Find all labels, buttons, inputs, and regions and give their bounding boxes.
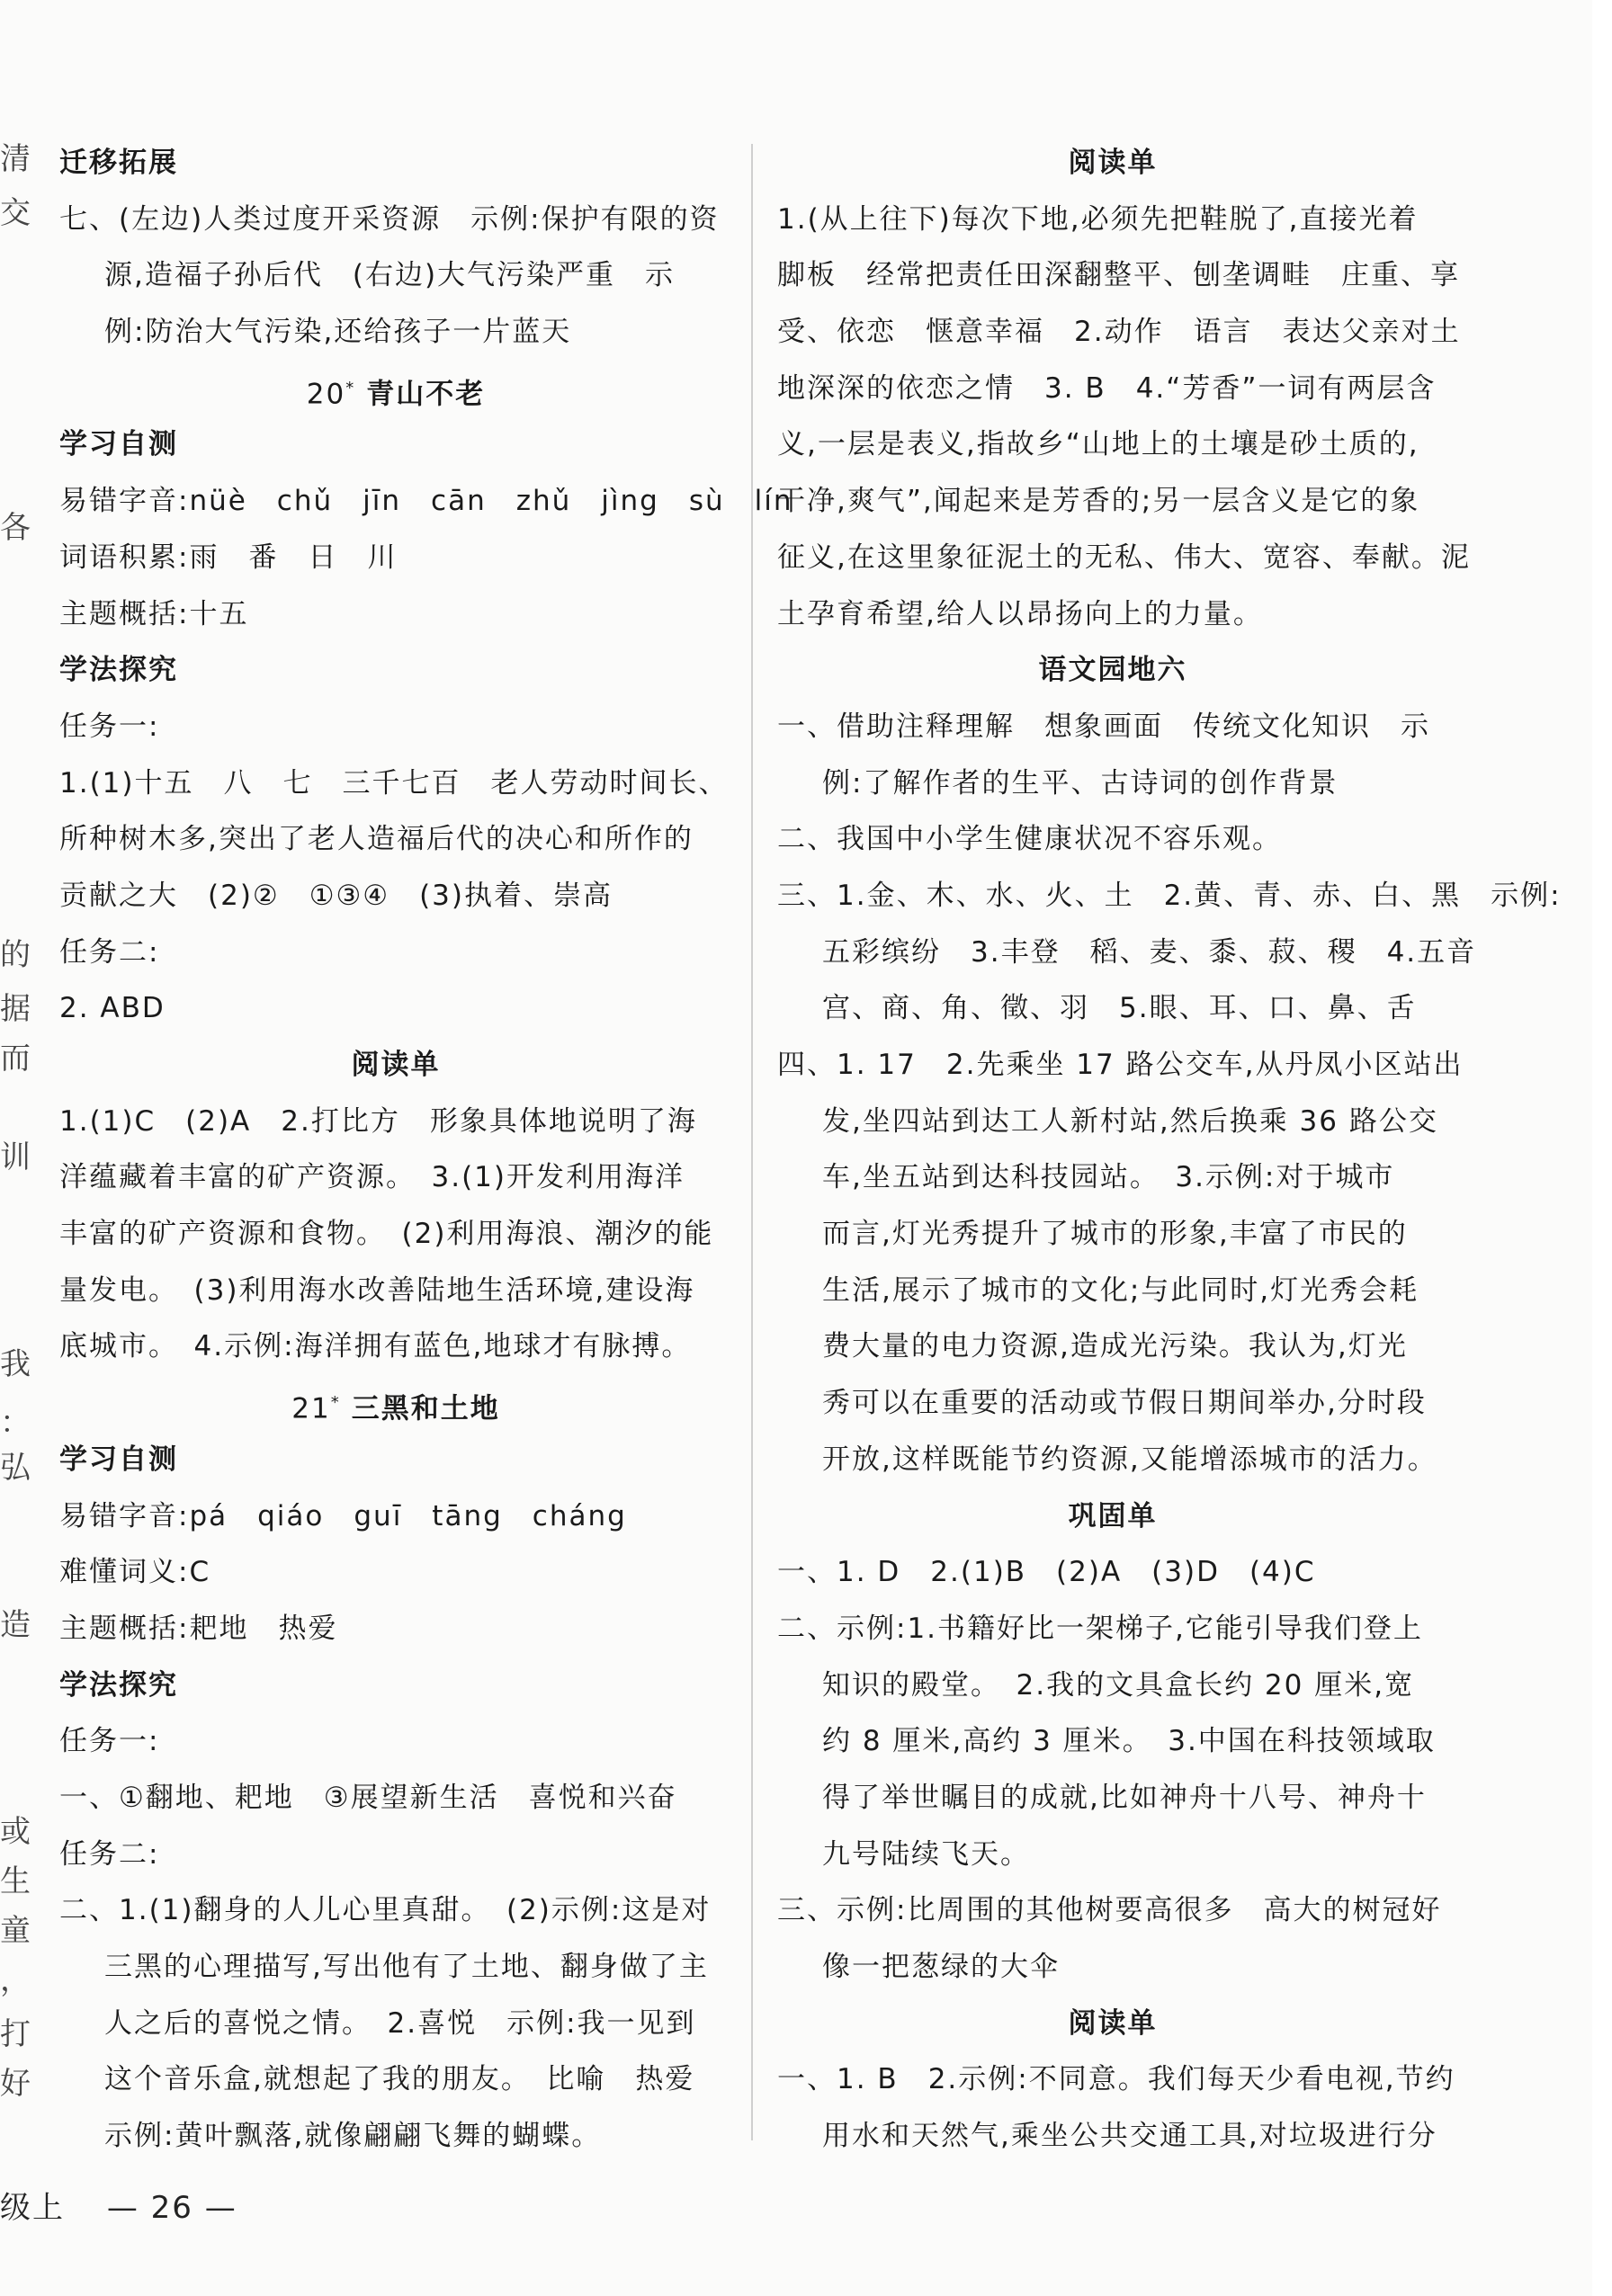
answer-line: 例:防治大气污染,还给孩子一片蓝天 bbox=[104, 316, 572, 349]
answer-line: 费大量的电力资源,造成光污染。我认为,灯光 bbox=[822, 1330, 1408, 1363]
answer-line: 易错字音:pá qiáo guī tāng cháng bbox=[59, 1499, 627, 1532]
task-label: 任务一: bbox=[59, 1725, 160, 1758]
answer-line: 1.(1)C (2)A 2.打比方 形象具体地说明了海 bbox=[59, 1104, 697, 1138]
gutter-char: 各 bbox=[0, 510, 31, 546]
answer-line: 七、(左边)人类过度开采资源 示例:保护有限的资 bbox=[59, 202, 720, 236]
lesson-mark: * bbox=[330, 1393, 341, 1413]
gutter-char: ： bbox=[0, 1405, 31, 1441]
section-heading: 语文园地六 bbox=[1038, 654, 1187, 687]
lesson-number: 21 bbox=[291, 1392, 331, 1425]
answer-line: 这个音乐盒,就想起了我的朋友。 比喻 热爱 bbox=[104, 2063, 695, 2096]
answer-line: 而言,灯光秀提升了城市的形象,丰富了市民的 bbox=[822, 1218, 1408, 1251]
answer-line: 一、借助注释理解 想象画面 传统文化知识 示 bbox=[777, 710, 1430, 743]
answer-line: 发,坐四站到达工人新村站,然后换乘 36 路公交 bbox=[822, 1104, 1438, 1138]
answer-line: 九号陆续飞天。 bbox=[822, 1837, 1030, 1871]
answer-line: 义,一层是表义,指故乡“山地上的土壤是砂土质的, bbox=[777, 428, 1419, 461]
lesson-mark: * bbox=[345, 378, 356, 398]
answer-line: 一、1. B 2.示例:不同意。我们每天少看电视,节约 bbox=[777, 2063, 1455, 2096]
lesson-title bbox=[59, 361, 732, 417]
answer-line: 脚板 经常把责任田深翻整平、刨垄调畦 庄重、享 bbox=[777, 259, 1460, 292]
section-heading: 阅读单 bbox=[351, 1049, 441, 1081]
answer-line: 三、示例:比周围的其他树要高很多 高大的树冠好 bbox=[777, 1894, 1442, 1927]
gutter-char: 据 bbox=[0, 991, 31, 1027]
answer-line: 洋蕴藏着丰富的矿产资源。 3.(1)开发利用海洋 bbox=[59, 1161, 685, 1194]
gutter-char: 弘 bbox=[0, 1450, 31, 1486]
gutter-char: 交 bbox=[0, 195, 31, 231]
gutter-char: 清 bbox=[0, 141, 31, 177]
section-heading: 学法探究 bbox=[59, 1668, 178, 1702]
answer-line: 人之后的喜悦之情。 2.喜悦 示例:我一见到 bbox=[104, 2006, 696, 2040]
section-heading: 阅读单 bbox=[1068, 2006, 1158, 2040]
gutter-char: 的 bbox=[0, 937, 31, 973]
gutter-char: 训 bbox=[0, 1139, 31, 1175]
answer-line: 主题概括:十五 bbox=[59, 597, 249, 630]
answer-line: 地深深的依恋之情 3. B 4.“芳香”一词有两层含 bbox=[777, 371, 1437, 405]
answer-line: 主题概括:耙地 热爱 bbox=[59, 1612, 338, 1645]
answer-line: 秀可以在重要的活动或节假日期间举办,分时段 bbox=[822, 1387, 1427, 1420]
lesson-name: 青山不老 bbox=[366, 378, 486, 411]
page-edge bbox=[1592, 0, 1612, 2296]
answer-line: 用水和天然气,乘坐公共交通工具,对垃圾进行分 bbox=[822, 2120, 1437, 2153]
lesson-title bbox=[59, 1375, 732, 1432]
right-column bbox=[777, 135, 1562, 2165]
answer-line: 例:了解作者的生平、古诗词的创作背景 bbox=[822, 766, 1339, 800]
answer-line: 干净,爽气”,闻起来是芳香的;另一层含义是它的象 bbox=[777, 485, 1420, 518]
answer-line: 车,坐五站到达科技园站。 3.示例:对于城市 bbox=[822, 1161, 1395, 1194]
answer-line: 二、我国中小学生健康状况不容乐观。 bbox=[777, 823, 1282, 856]
gutter-char: ， bbox=[0, 1962, 31, 1998]
gutter-char: 或 bbox=[0, 1814, 31, 1850]
task-label: 任务一: bbox=[59, 710, 160, 743]
section-heading: 学习自测 bbox=[59, 428, 178, 461]
gutter-char: 生 bbox=[0, 1863, 31, 1899]
gutter-char: 好 bbox=[0, 2066, 31, 2102]
left-margin-cropped-text bbox=[0, 0, 36, 2296]
answer-line: 宫、商、角、徵、羽 5.眼、耳、口、鼻、舌 bbox=[822, 992, 1417, 1025]
answer-line: 像一把葱绿的大伞 bbox=[822, 1951, 1060, 1983]
task-label: 任务二: bbox=[59, 935, 160, 969]
gutter-char: 而 bbox=[0, 1041, 31, 1077]
answer-line: 四、1. 17 2.先乘坐 17 路公交车,从丹凤小区站出 bbox=[777, 1049, 1464, 1081]
gutter-char: 打 bbox=[0, 2016, 31, 2052]
answer-line: 生活,展示了城市的文化;与此同时,灯光秀会耗 bbox=[822, 1273, 1419, 1307]
answer-line: 难懂词义:C bbox=[59, 1556, 211, 1589]
gutter-char: 造 bbox=[0, 1607, 31, 1643]
left-column bbox=[59, 135, 793, 2165]
section-heading: 阅读单 bbox=[1068, 147, 1158, 179]
answer-line: 丰富的矿产资源和食物。 (2)利用海浪、潮汐的能 bbox=[59, 1218, 714, 1251]
section-heading: 巩固单 bbox=[1068, 1499, 1158, 1532]
answer-line: 五彩缤纷 3.丰登 稻、麦、黍、菽、稷 4.五音 bbox=[822, 935, 1477, 969]
lesson-name: 三黑和土地 bbox=[351, 1392, 500, 1425]
page-footer bbox=[0, 2183, 237, 2227]
answer-line: 2. ABD bbox=[59, 992, 166, 1025]
answer-line: 源,造福子孙后代 (右边)大气污染严重 示 bbox=[104, 259, 676, 292]
answer-line: 一、①翻地、耙地 ③展望新生活 喜悦和兴奋 bbox=[59, 1781, 677, 1814]
answer-line: 三黑的心理描写,写出他有了土地、翻身做了主 bbox=[104, 1951, 709, 1983]
answer-line: 约 8 厘米,高约 3 厘米。 3.中国在科技领域取 bbox=[822, 1725, 1436, 1758]
grade-label: 级上 bbox=[0, 2190, 65, 2226]
answer-line: 所种树木多,突出了老人造福后代的决心和所作的 bbox=[59, 823, 694, 856]
answer-line: 一、1. D 2.(1)B (2)A (3)D (4)C bbox=[777, 1556, 1316, 1589]
answer-line: 示例:黄叶飘落,就像翩翩飞舞的蝴蝶。 bbox=[104, 2120, 602, 2153]
answer-line: 1.(从上往下)每次下地,必须先把鞋脱了,直接光着 bbox=[777, 202, 1419, 236]
lesson-number: 20 bbox=[306, 378, 346, 411]
page-number: — 26 — bbox=[106, 2190, 237, 2226]
section-heading: 学习自测 bbox=[59, 1443, 178, 1476]
task-label: 任务二: bbox=[59, 1837, 160, 1871]
gutter-char: 我 bbox=[0, 1346, 31, 1382]
answer-line: 知识的殿堂。 2.我的文具盒长约 20 厘米,宽 bbox=[822, 1668, 1415, 1702]
answer-line: 二、1.(1)翻身的人儿心里真甜。 (2)示例:这是对 bbox=[59, 1894, 712, 1927]
gutter-char: 童 bbox=[0, 1913, 31, 1949]
section-heading: 迁移拓展 bbox=[59, 147, 178, 179]
answer-line: 词语积累:雨 番 日 川 bbox=[59, 540, 398, 574]
answer-line: 1.(1)十五 八 七 三千七百 老人劳动时间长、 bbox=[59, 766, 729, 800]
answer-line: 开放,这样既能节约资源,又能增添城市的活力。 bbox=[822, 1443, 1437, 1476]
answer-line: 征义,在这里象征泥土的无私、伟大、宽容、奉献。泥 bbox=[777, 540, 1471, 574]
answer-line: 易错字音:nüè chǔ jīn cān zhǔ jìng sù lín bbox=[59, 485, 793, 518]
answer-line: 土孕育希望,给人以昂扬向上的力量。 bbox=[777, 597, 1263, 630]
answer-line: 三、1.金、木、水、火、土 2.黄、青、赤、白、黑 示例: bbox=[777, 879, 1562, 912]
answer-line: 二、示例:1.书籍好比一架梯子,它能引导我们登上 bbox=[777, 1612, 1423, 1645]
answer-line: 受、依恋 惬意幸福 2.动作 语言 表达父亲对土 bbox=[777, 316, 1461, 349]
column-divider bbox=[751, 144, 753, 2140]
answer-line: 量发电。 (3)利用海水改善陆地生活环境,建设海 bbox=[59, 1273, 695, 1307]
answer-line: 底城市。 4.示例:海洋拥有蓝色,地球才有脉搏。 bbox=[59, 1330, 692, 1363]
answer-line: 贡献之大 (2)② ①③④ (3)执着、崇高 bbox=[59, 879, 613, 912]
section-heading: 学法探究 bbox=[59, 654, 178, 687]
answer-line: 得了举世瞩目的成就,比如神舟十八号、神舟十 bbox=[822, 1781, 1427, 1814]
